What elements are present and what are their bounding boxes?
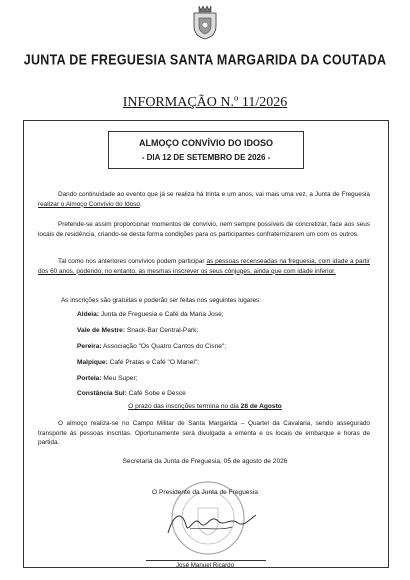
location-detail: Café Sobe e Desce: [128, 390, 186, 397]
location-row: [77, 311, 224, 318]
president-role: O Presidente da Junta de Freguesia: [152, 489, 258, 496]
eligibility-underlined-text: as pessoas recenseadas na freguesia, com idade a partir dos 60 anos, podendo, no entanto, as mesmas inscrever os seus cônjuges, ainda que com idade inferior.: [38, 258, 370, 275]
paragraph-registration: As inscrições são gratuitas e poderão ser feitas nos seguintes lugares:: [61, 297, 261, 304]
location-detail: Junta de Freguesia e Café da Maria José;: [100, 311, 224, 318]
location-place: Aldeia:: [77, 311, 99, 318]
location-detail: Snack-Bar Central-Park;: [126, 327, 199, 334]
organization-name: JUNTA DE FREGUESIA SANTA MARGARIDA DA COUTADA: [23, 51, 387, 69]
location-place: Vale de Mestre:: [77, 327, 126, 334]
intro-end: .: [139, 200, 142, 208]
signatory-name: José Manuel Ricardo: [175, 562, 235, 569]
location-place: Constância Sul:: [77, 390, 127, 397]
location-row: [77, 359, 199, 366]
handwritten-signature: [160, 505, 260, 540]
location-place: Pereira:: [77, 343, 102, 350]
location-detail: Café Pratas e Café "O Manel";: [109, 359, 199, 366]
parish-crest-logo: [190, 4, 220, 40]
location-place: Portela:: [77, 375, 102, 382]
deadline-date: 28 de Agosto: [240, 403, 282, 410]
information-number-title: INFORMAÇÃO N.º 11/2026: [122, 95, 288, 110]
location-detail: Associação "Os Quatro Cantos do Cisne";: [103, 343, 227, 350]
location-row: [77, 327, 198, 334]
location-row: [77, 390, 186, 397]
intro-underlined-text: realizar o Almoço Convívio do Idoso: [38, 200, 140, 208]
paragraph-intro: [38, 190, 370, 209]
signature-line: [146, 560, 266, 561]
location-detail: Meu Super;: [103, 375, 138, 382]
location-row: [77, 343, 226, 350]
intro-text: Dando continuidade ao evento que já se realiza há trinta e um anos, vai mais uma vez, a Junta de Freguesia: [58, 191, 370, 198]
event-box: [108, 131, 304, 169]
eligibility-text: Tal como nos anteriores convívios podem participar: [58, 258, 207, 265]
paragraph-lunch-details: O almoço realiza-se no Campo Militar de Santa Margarida – Quartel da Cavalaria, sendo assegurado transporte às pessoas inscritas. Oportunamente será divulgada a ementa e os locais de embarque e horas de partida.: [38, 420, 370, 447]
deadline-text: O prazo das inscrições termina no dia: [128, 403, 241, 410]
paragraph-eligibility: [38, 257, 370, 276]
event-title: ALMOÇO CONVÍVIO DO IDOSO: [138, 138, 273, 148]
registration-deadline: [0, 403, 410, 410]
event-date: - DIA 12 DE SETEMBRO DE 2026 -: [141, 153, 271, 162]
location-place: Malpique:: [77, 359, 108, 366]
location-row: [77, 375, 138, 382]
paragraph-purpose: Pretende-se assim proporcionar momentos de convívio, nem sempre possíveis de concretizar, face aos seus locais de residência, criando-se desta forma condições para os participantes confraternizarem um com os outros.: [38, 221, 370, 238]
secretariat-place-date: Secretaria da Junta de Freguesia, 05 de agosto de 2026: [122, 458, 288, 465]
